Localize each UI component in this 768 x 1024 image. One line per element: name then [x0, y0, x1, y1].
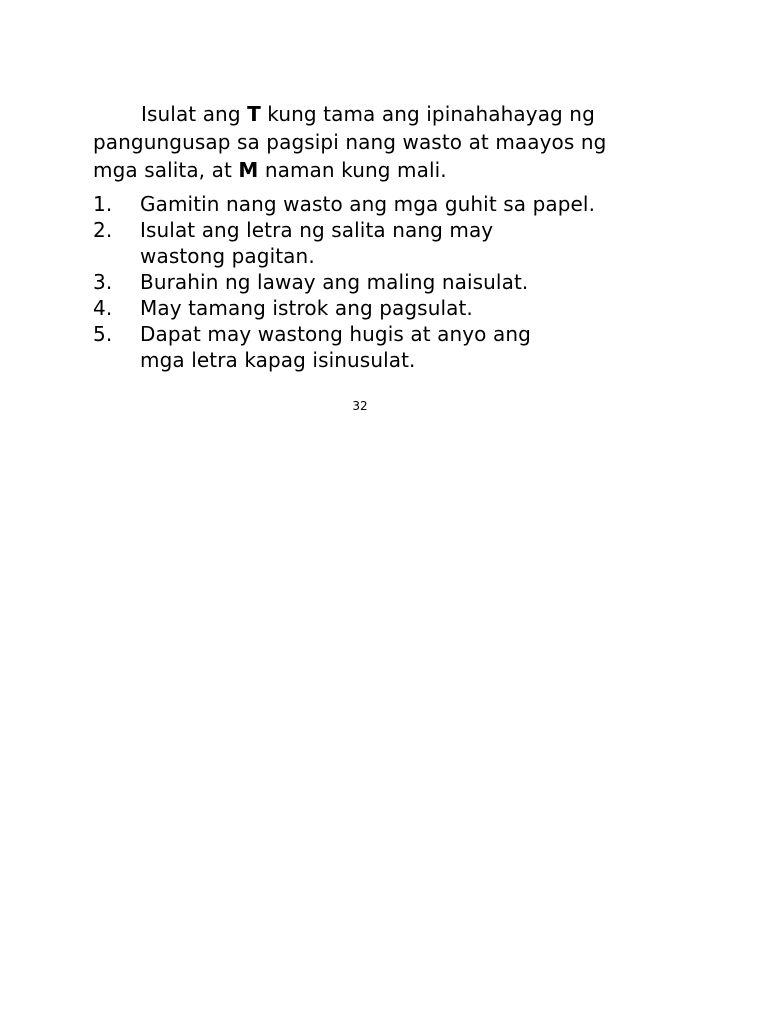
false-letter: M	[238, 158, 259, 182]
item-number: 1.	[93, 192, 113, 216]
item-text: Gamitin nang wasto ang mga guhit sa papel.	[140, 192, 596, 216]
item-number: 5.	[93, 322, 113, 346]
item-text: Isulat ang letra ng salita nang may wastong pagitan.	[140, 218, 494, 268]
item-number: 3.	[93, 270, 113, 294]
item-text: May tamang istrok ang pagsulat.	[140, 296, 473, 320]
instructions-part-2: kung tama ang ipinahahayag ng pangungusap sa pagsipi nang wasto at maayos ng mga salita, at	[93, 102, 607, 182]
true-letter: T	[247, 102, 261, 126]
instructions-paragraph	[93, 100, 653, 184]
statement-list	[93, 191, 693, 373]
list-item	[93, 295, 693, 321]
item-number: 2.	[93, 218, 113, 242]
instructions-part-1: Isulat ang	[141, 102, 248, 126]
instructions-part-3: naman kung mali.	[258, 158, 447, 182]
list-item	[93, 269, 693, 295]
list-item	[93, 217, 693, 269]
item-number: 4.	[93, 296, 113, 320]
item-text: Burahin ng laway ang maling naisulat.	[140, 270, 529, 294]
list-item	[93, 321, 693, 373]
list-item	[93, 191, 693, 217]
item-text: Dapat may wastong hugis at anyo ang mga letra kapag isinusulat.	[140, 322, 531, 372]
page-number: 32	[352, 399, 368, 413]
